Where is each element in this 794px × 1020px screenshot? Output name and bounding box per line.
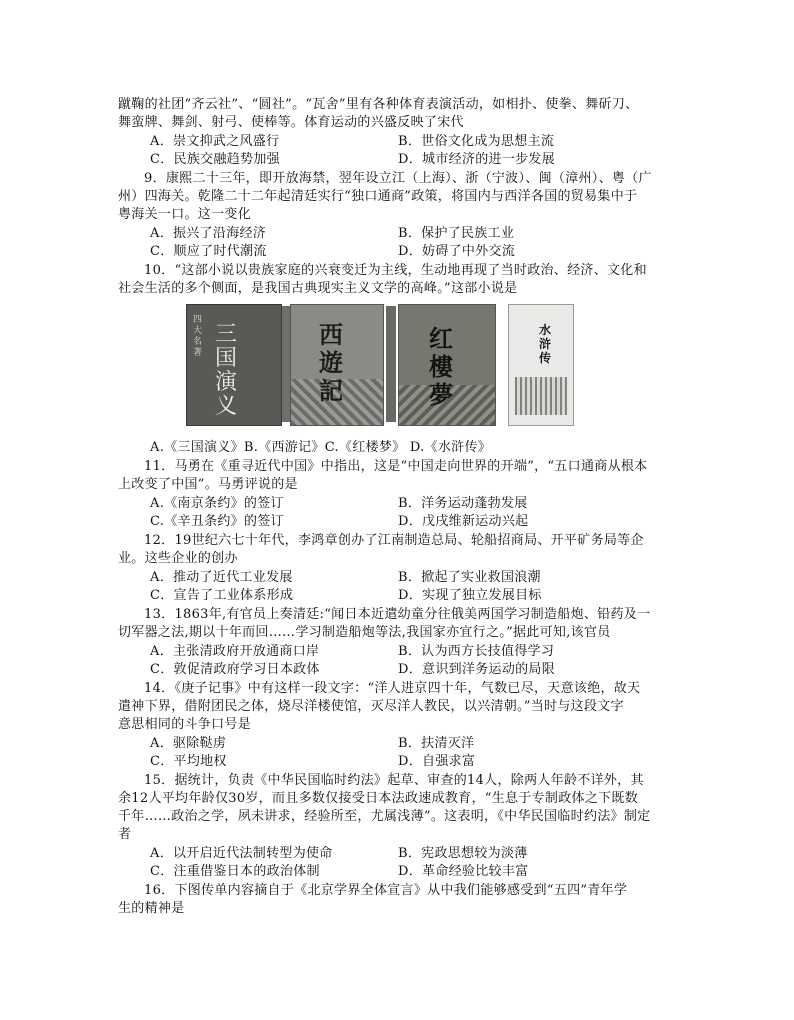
option-c: C．顺应了时代潮流 (150, 244, 267, 259)
q15-text-line: 千年……政治之学，夙未讲求，经验所至，尤属浅薄”。这表明，《中华民国临时约法》制定 (118, 809, 651, 824)
q14-text-line: 14．《庚子记事》中有这样一段文字：“洋人进京四十年，气数已尽，天意该绝，故天 (144, 681, 641, 696)
option-a: A.《南京条约》的签订 (150, 496, 284, 511)
q12-text-line: 12．19世纪六七十年代，李鸿章创办了江南制造总局、轮船招商局、开平矿务局等企 (144, 533, 644, 548)
option-a: A．以开启近代法制转型为使命 (150, 846, 333, 861)
option-b: B．保护了民族工业 (398, 226, 515, 241)
option-c: C．注重借鉴日本的政治体制 (150, 864, 320, 879)
option-a: A．主张清政府开放通商口岸 (150, 644, 320, 659)
q10-text-line: 10．“这部小说以贵族家庭的兴衰变迁为主线，生动地再现了当时政治、经济、文化和 (144, 263, 647, 278)
option-d: D．戊戌维新运动兴起 (398, 514, 529, 529)
cover-spine-text: 四大名著 (193, 315, 203, 358)
q9-text-line: 9．康熙二十三年，即开放海禁，翌年设立江（上海）、浙（宁波）、闽（漳州）、粤（广 (144, 171, 652, 186)
option-b: B．掀起了实业救国浪潮 (398, 570, 541, 585)
q11-text-line: 上改变了中国”。马勇评说的是 (118, 477, 298, 492)
option-d: D．自强求富 (398, 754, 476, 769)
cover-illustration (515, 377, 567, 415)
option-b: B．洋务运动蓬勃发展 (398, 496, 528, 511)
q10-options: A.《三国演义》B.《西游记》C.《红楼梦》 D.《水浒传》 (150, 440, 492, 455)
book-spine (386, 306, 396, 422)
option-d: D．意识到洋务运动的局限 (398, 662, 556, 677)
q13-text-line: 切军器之法,期以十年而回……学习制造船炮等法,我国家亦宜行之。”据此可知,该官员 (118, 625, 611, 640)
option-a: A．驱除鞑虏 (150, 736, 227, 751)
q15-text-line: 15．据统计，负责《中华民国临时约法》起草、审查的14人，除两人年龄不详外，其 (144, 773, 644, 788)
option-c: C．宣告了工业体系形成 (150, 588, 294, 603)
q15-text-line: 余12人平均年龄仅30岁，而且多数仅接受日本法政速成教育，“生息于专制政体之下既数 (118, 791, 639, 806)
q16-text-line: 生的精神是 (118, 901, 185, 916)
q10-text-line: 社会生活的多个侧面，是我国古典现实主义文学的高峰。”这部小说是 (118, 281, 518, 296)
option-c: C．民族交融趋势加强 (150, 152, 280, 167)
option-b: B．宪政思想较为淡薄 (398, 846, 528, 861)
q16-text-line: 16．下图传单内容摘自于《北京学界全体宣言》从中我们能够感受到“五四”青年学 (144, 883, 628, 898)
q9-text-line: 粤海关一口。这一变化 (118, 207, 252, 222)
option-b: B．认为西方长技值得学习 (398, 644, 555, 659)
q9-text-line: 州）四海关。乾隆二十二年起清廷实行“独口通商”政策，将国内与西洋各国的贸易集中于 (118, 189, 638, 204)
q12-text-line: 业。这些企业的创办 (118, 551, 238, 566)
option-d: D．实现了独立发展目标 (398, 588, 542, 603)
option-b: B．世俗文化成为思想主流 (398, 134, 555, 149)
book-cover-xiyou (290, 304, 384, 426)
option-d: D．城市经济的进一步发展 (398, 152, 556, 167)
q15-text-line: 者 (118, 827, 132, 842)
book-cover-sanguo (186, 304, 282, 426)
option-d: D．妨碍了中外交流 (398, 244, 516, 259)
book-title: 西遊記 (319, 320, 343, 405)
q14-text-line: 遣神下界，借附团民之体，烧尽洋楼使馆，灭尽洋人教民，以兴清朝。”当时与这段文字 (118, 699, 624, 714)
book-title: 红樓夢 (429, 324, 453, 409)
option-a: A．崇文抑武之风盛行 (150, 134, 280, 149)
q13-text-line: 13．1863年,有官员上奏清廷:“闻日本近遣幼童分往俄美两国学习制造船炮、铅药及一 (144, 607, 651, 622)
option-a: A．推动了近代工业发展 (150, 570, 293, 585)
book-cover-shuihu (508, 304, 574, 426)
q7-text-line: 舞蛮牌、舞剑、射弓、使棒等。体育运动的兴盛反映了宋代 (118, 115, 464, 130)
option-c: C．敦促清政府学习日本政体 (150, 662, 320, 677)
book-title: 水浒传 (539, 323, 552, 365)
option-b: B．扶清灭洋 (398, 736, 475, 751)
option-d: D．革命经验比较丰富 (398, 864, 529, 879)
q14-text-line: 意思相同的斗争口号是 (118, 717, 252, 732)
q7-text-line: 蹴鞠的社团“齐云社”、“圆社”。“瓦舍”里有各种体育表演活动，如相扑、使拳、舞斫刀、 (118, 97, 639, 112)
option-c: C．平均地权 (150, 754, 227, 769)
q11-text-line: 11．马勇在《重寻近代中国》中指出，这是“中国走向世界的开端”，“五口通商从根本 (144, 459, 648, 474)
option-a: A．振兴了沿海经济 (150, 226, 267, 241)
book-title: 三国演义 (215, 322, 238, 419)
option-c: C.《辛丑条约》的签订 (150, 514, 284, 529)
book-cover-hongloumeng (398, 304, 496, 426)
novel-covers-image (186, 304, 566, 426)
